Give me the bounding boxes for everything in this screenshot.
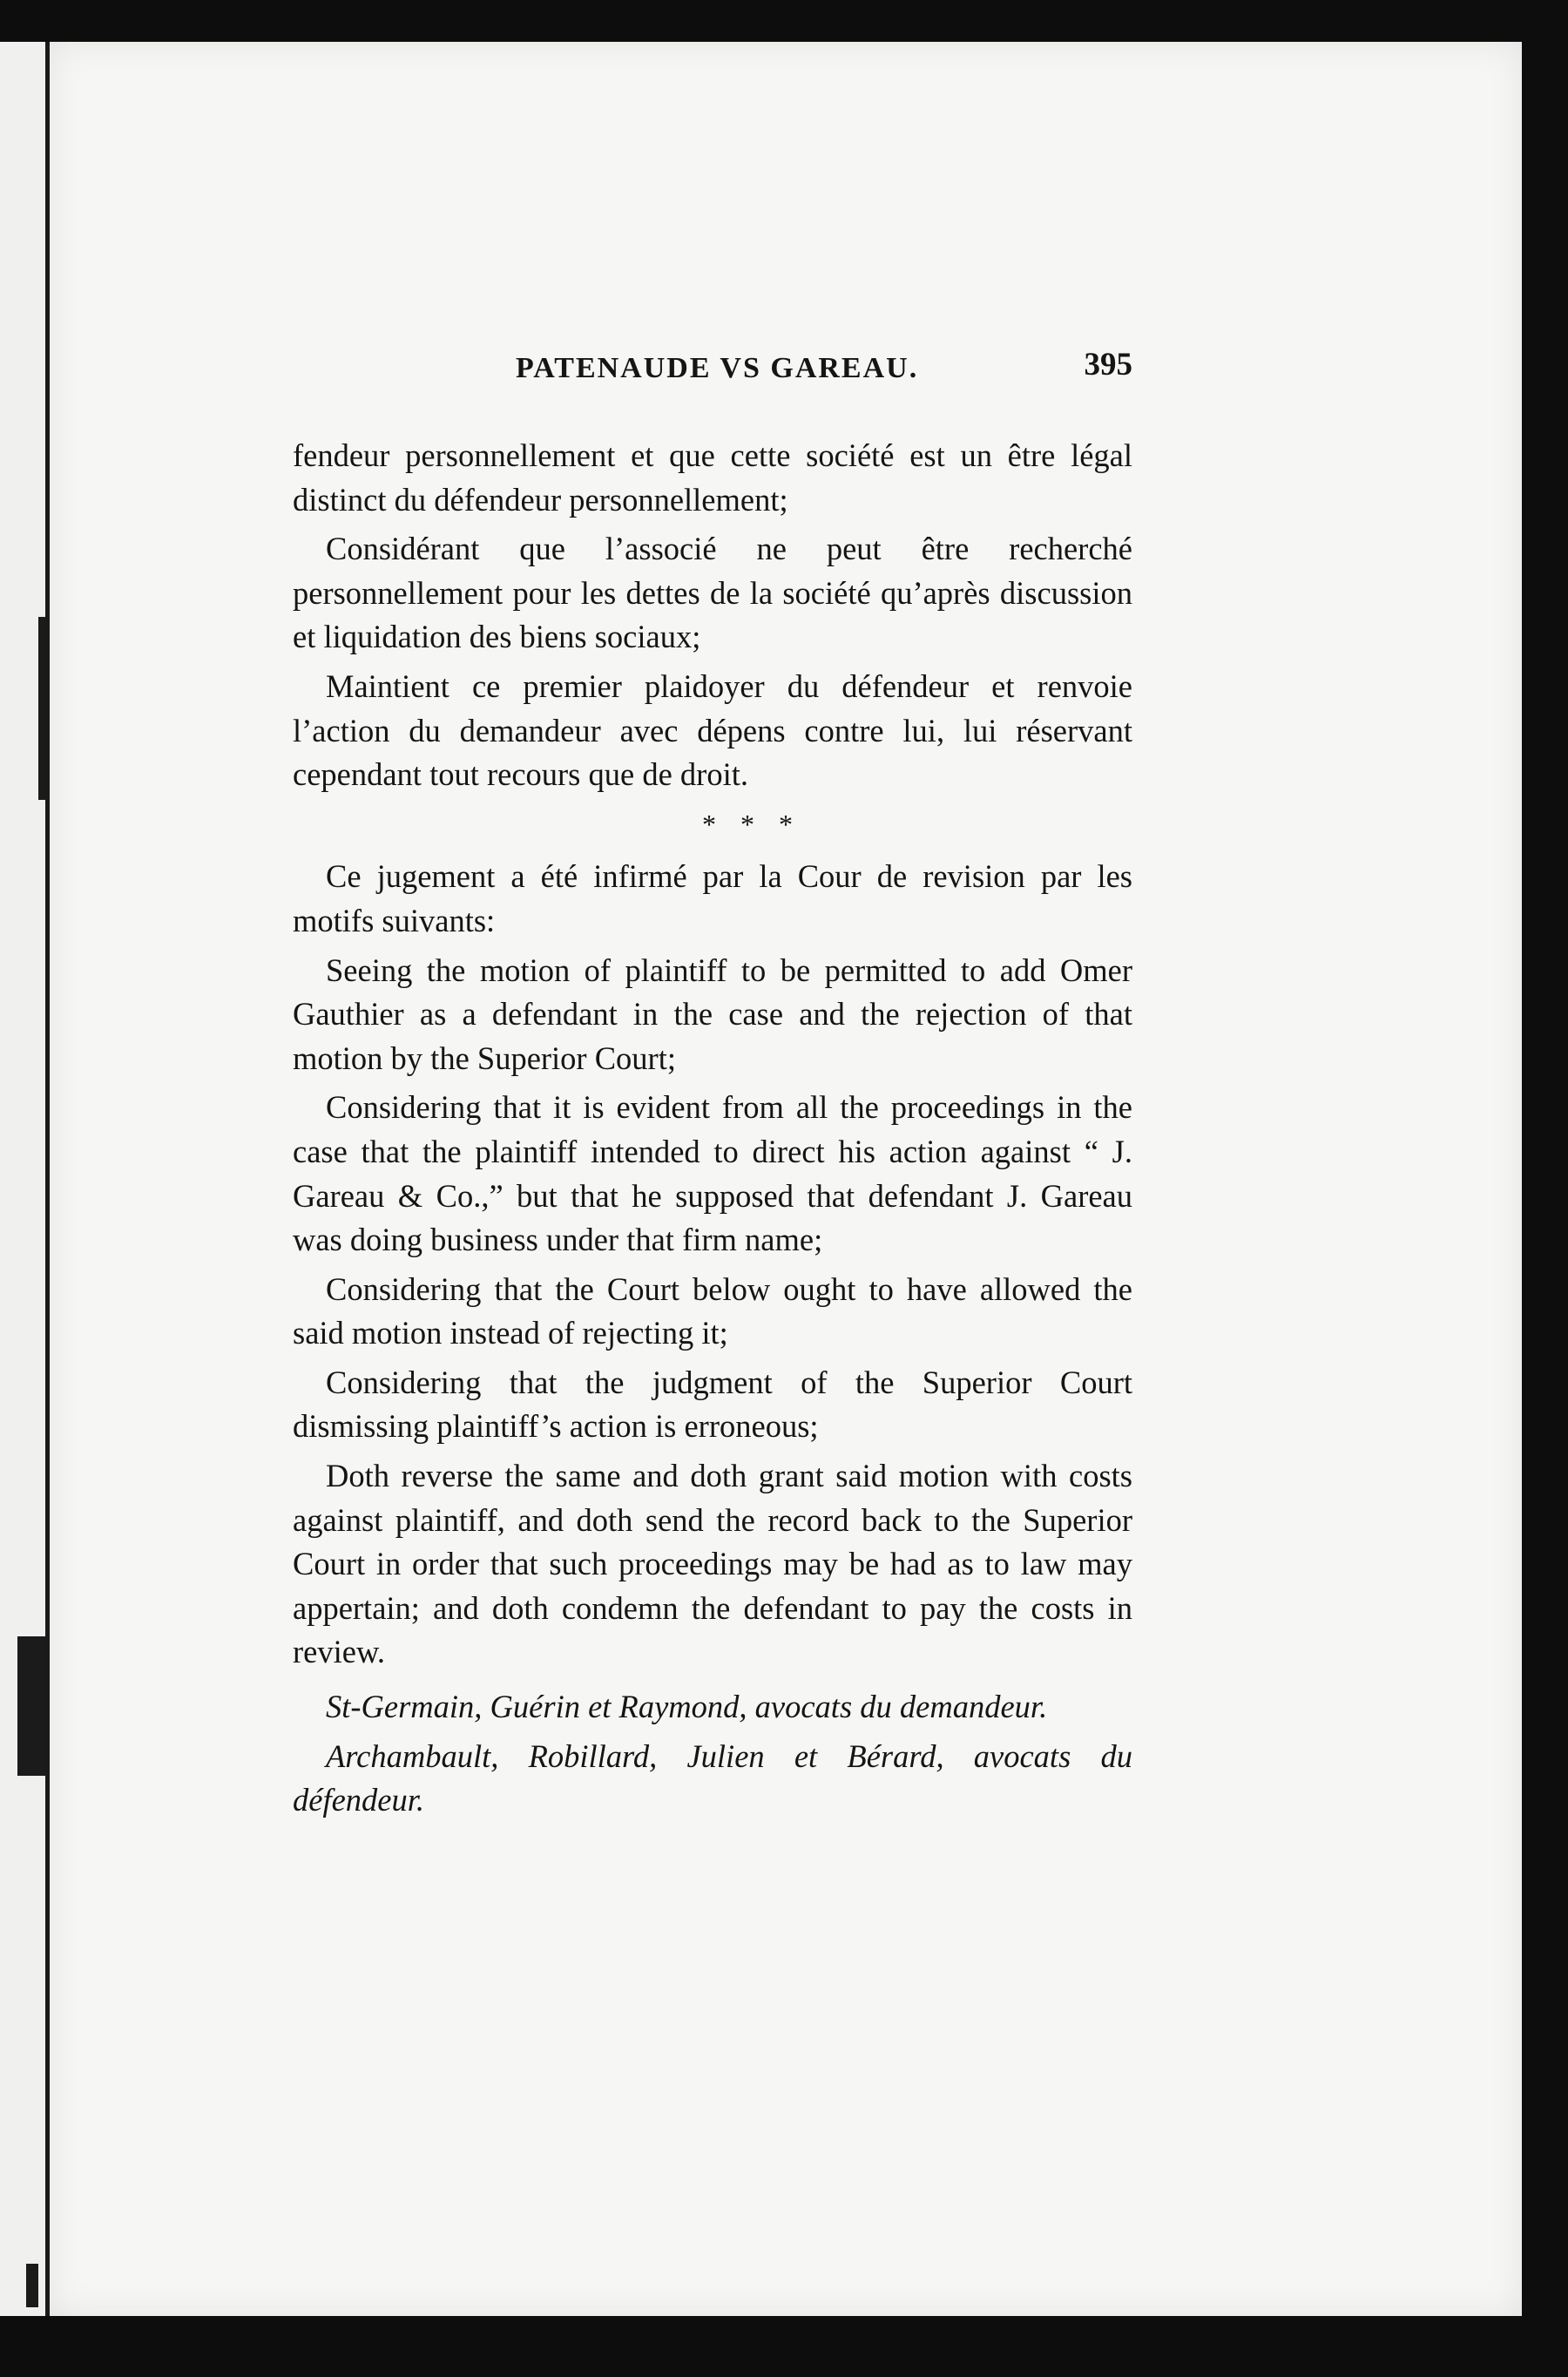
running-title: PATENAUDE VS GAREAU. bbox=[516, 352, 919, 384]
paragraph: Maintient ce premier plaidoyer du défendeur et renvoie l’action du demandeur avec dépens contre lui, lui réservant cependant tout recours que de droit. bbox=[293, 667, 1132, 793]
paragraph: Considérant que l’associé ne peut être recherché personnellement pour les dettes de la société qu’après discussion et liquidation des biens sociaux; bbox=[293, 531, 1132, 655]
paragraph: fendeur personnellement et que cette société est un être légal distinct du défendeur personnellement; bbox=[293, 437, 1132, 518]
binding-mark bbox=[26, 2264, 38, 2307]
counsel-defendant: Archambault, Robillard, Julien et Bérard, avocats du défendeur. bbox=[293, 1737, 1132, 1818]
paragraph: Ce jugement a été infirmé par la Cour de revision par les motifs suivants: bbox=[293, 858, 1132, 938]
running-head bbox=[293, 347, 1132, 399]
section-separator: * * * bbox=[702, 808, 801, 840]
paragraph: Considering that the Court below ought to have allowed the said motion instead of rejecting it; bbox=[293, 1270, 1132, 1351]
page-number: 395 bbox=[1084, 347, 1132, 383]
paragraph: Considering that the judgment of the Superior Court dismissing plaintiff’s action is erroneous; bbox=[293, 1364, 1132, 1445]
counsel-plaintiff: St-Germain, Guérin et Raymond, avocats du demandeur. bbox=[326, 1689, 1048, 1725]
page-text bbox=[293, 347, 1132, 1828]
paragraph: Seeing the motion of plaintiff to be permitted to add Omer Gauthier as a defendant in the case and the rejection of that motion by the Superior Court; bbox=[293, 951, 1132, 1076]
paragraph: Considering that it is evident from all the proceedings in the case that the plaintiff intended to direct his action against “ J. Gareau & Co.,” but that he supposed that defendant J. Gareau was doing business under that firm name; bbox=[293, 1089, 1132, 1258]
paragraph: Doth reverse the same and doth grant said motion with costs against plaintiff, and doth send the record back to the Superior Court in order that such proceedings may be had as to law may appertain; and doth condemn the defendant to pay the costs in review. bbox=[293, 1458, 1132, 1670]
